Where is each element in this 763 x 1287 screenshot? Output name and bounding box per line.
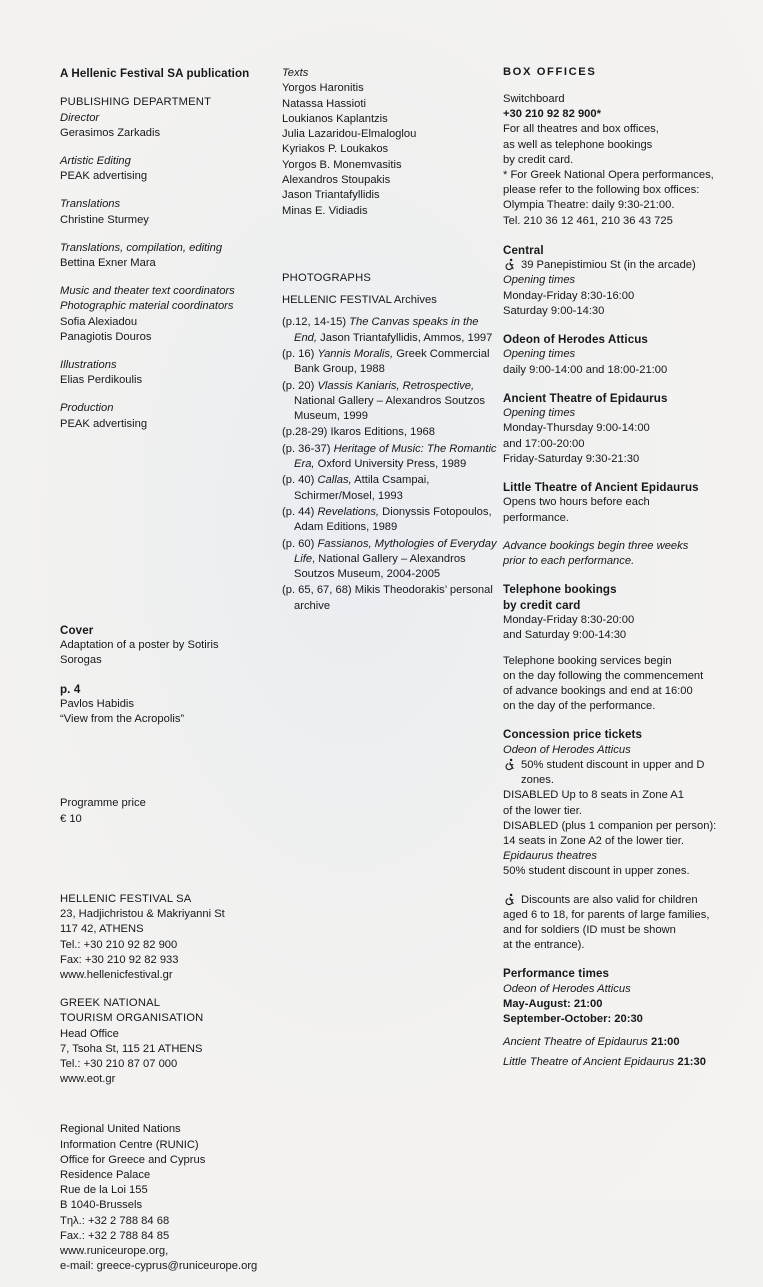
telephone-bookings-note-1: Telephone booking services begin — [503, 654, 672, 667]
box-offices-title: BOX OFFICES — [503, 66, 597, 78]
venue-epidaurus-opening-label: Opening times — [503, 407, 576, 420]
text-author: Natassa Hassioti — [282, 97, 366, 110]
photo-credit: (p. 65, 67, 68) Mikis Theodorakis’ personal archive — [282, 584, 493, 612]
performance-times-block — [503, 966, 718, 1069]
children-discount-line-4: at the entrance). — [503, 939, 585, 952]
director-name: Gerasimos Zarkadis — [60, 126, 161, 139]
venue-epidaurus-hours-2: and 17:00-20:00 — [503, 437, 585, 450]
runic-fax: Fax.: +32 2 788 84 85 — [60, 1229, 170, 1242]
venue-herodes-opening-label: Opening times — [503, 348, 576, 361]
texts-heading: Texts — [282, 67, 309, 79]
advance-bookings-note — [503, 539, 718, 569]
text-author: Alexandros Stoupakis — [282, 173, 391, 186]
production-name: PEAK advertising — [60, 417, 148, 430]
venue-herodes-hours: daily 9:00-14:00 and 18:00-21:00 — [503, 363, 668, 376]
telephone-bookings-heading-1: Telephone bookings — [503, 583, 617, 597]
coordinator-name-1: Sofia Alexiadou — [60, 315, 138, 328]
switchboard-note-1: For all theatres and box offices, — [503, 123, 659, 136]
venue-central-name: Central — [503, 243, 544, 257]
opera-note-2: please refer to the following box offices: — [503, 184, 700, 197]
venue-central-address: 39 Panepistimiou St (in the arcade) — [521, 259, 696, 272]
children-discount-block — [503, 893, 718, 954]
photographic-coordinators-role: Photographic material coordinators — [60, 300, 234, 313]
runic-line-6: B 1040-Brussels — [60, 1199, 143, 1212]
runic-line-3: Office for Greece and Cyprus — [60, 1153, 206, 1166]
venue-central — [503, 243, 718, 319]
wheelchair-icon — [503, 893, 516, 906]
artistic-editing-role: Artistic Editing — [60, 155, 131, 168]
venue-epidaurus-name: Ancient Theatre of Epidaurus — [503, 391, 668, 405]
translations-compilation-block — [60, 241, 260, 271]
venue-central-hours-2: Saturday 9:00-14:30 — [503, 304, 605, 317]
performance-venue-herodes: Odeon of Herodes Atticus — [503, 982, 631, 995]
venue-central-hours-1: Monday-Friday 8:30-16:00 — [503, 289, 635, 302]
opera-note-3: Olympia Theatre: daily 9:30-21:00. — [503, 199, 675, 212]
performance-epidaurus-row — [503, 1035, 718, 1050]
venue-epidaurus — [503, 391, 718, 467]
telephone-bookings-note-2: on the day following the commencement — [503, 669, 704, 682]
photographs-heading: PHOTOGRAPHS — [282, 271, 372, 284]
text-author: Yorgos Haronitis — [282, 82, 364, 95]
telephone-bookings-hours-1: Monday-Friday 8:30-20:00 — [503, 614, 635, 627]
photo-credit: (p. 60) Fassianos, Mythologies of Everyday Life, National Gallery – Alexandros Soutzos Museum, 2004-2005 — [282, 537, 497, 581]
wheelchair-icon — [503, 758, 516, 771]
performance-herodes-summer: May-August: 21:00 — [503, 997, 603, 1010]
venue-little-theatre-name: Little Theatre of Ancient Epidaurus — [503, 481, 699, 495]
credits-column — [282, 66, 497, 615]
plate-artist: Pavlos Habidis — [60, 698, 134, 711]
text-author: Minas E. Vidiadis — [282, 204, 368, 217]
runic-line-4: Residence Palace — [60, 1168, 151, 1181]
company-name: HELLENIC FESTIVAL SA — [60, 892, 192, 905]
artistic-editing-block — [60, 154, 260, 184]
telephone-bookings-note-3: of advance bookings and end at 16:00 — [503, 684, 693, 697]
cover-credit: Adaptation of a poster by Sotiris Sorogas — [60, 639, 219, 667]
text-author: Yorgos B. Monemvasitis — [282, 158, 402, 171]
performance-times-heading: Performance times — [503, 967, 610, 981]
programme-price-label: Programme price — [60, 797, 146, 810]
switchboard-note-3: by credit card. — [503, 153, 574, 166]
opera-note-4: Tel. 210 36 12 461, 210 36 43 725 — [503, 214, 673, 227]
performance-little-theatre-row — [503, 1055, 718, 1070]
text-author: Kyriakos P. Loukakos — [282, 143, 389, 156]
company-address-1: 23, Hadjichristou & Makriyanni St — [60, 908, 225, 921]
translations-name: Christine Sturmey — [60, 213, 149, 226]
music-text-coordinators-role: Music and theater text coordinators — [60, 285, 235, 298]
photo-credit: (p.12, 14-15) The Canvas speaks in the End, Jason Triantafyllidis, Ammos, 1997 — [282, 316, 493, 344]
wheelchair-icon — [503, 258, 516, 271]
performance-little-theatre-time: 21:30 — [677, 1055, 706, 1068]
production-block — [60, 401, 260, 431]
concession-line-1: 50% student discount in upper and D zones. — [521, 758, 705, 787]
photo-credit: (p. 40) Callas, Attila Csampai, Schirmer/Mosel, 1993 — [282, 474, 430, 502]
runic-tel: Tηλ.: +32 2 788 84 68 — [60, 1214, 170, 1227]
text-author: Loukianos Kaplantzis — [282, 112, 388, 125]
photograph-archives: HELLENIC FESTIVAL Archives — [282, 294, 437, 307]
cover-heading: Cover — [60, 623, 94, 637]
concession-line-2: DISABLED Up to 8 seats in Zone A1 — [503, 789, 684, 802]
company-tel: Tel.: +30 210 92 82 900 — [60, 938, 178, 951]
illustrations-name: Elias Perdikoulis — [60, 374, 143, 387]
cover-block — [60, 623, 260, 669]
concession-heading: Concession price tickets — [503, 728, 642, 742]
publishing-department-block — [60, 95, 260, 141]
concession-line-4: DISABLED (plus 1 companion per person): — [503, 819, 717, 832]
children-discount-line-3: and for soldiers (ID must be shown — [503, 923, 676, 936]
venue-little-theatre-hours: Opens two hours before each performance. — [503, 496, 650, 524]
advance-bookings-line-2: prior to each performance. — [503, 555, 635, 568]
venue-herodes — [503, 332, 718, 378]
text-author: Julia Lazaridou-Elmaloglou — [282, 128, 417, 141]
plate-title: “View from the Acropolis” — [60, 713, 185, 726]
concession-line-3: of the lower tier. — [503, 804, 582, 817]
children-discount-line-2: aged 6 to 18, for parents of large families, — [503, 908, 710, 921]
venue-epidaurus-hours-1: Monday-Thursday 9:00-14:00 — [503, 422, 650, 435]
concession-venue-epidaurus: Epidaurus theatres — [503, 850, 597, 863]
runic-block — [60, 1122, 260, 1274]
concession-venue-herodes: Odeon of Herodes Atticus — [503, 743, 631, 756]
runic-email[interactable]: e-mail: greece-cyprus@runiceurope.org — [60, 1260, 258, 1273]
tourism-name-line-2: TOURISM ORGANISATION — [60, 1012, 204, 1025]
publishing-department-heading: PUBLISHING DEPARTMENT — [60, 96, 212, 109]
venue-epidaurus-hours-3: Friday-Saturday 9:30-21:30 — [503, 452, 640, 465]
publication-title: A Hellenic Festival SA publication — [60, 67, 250, 80]
photo-credit: (p.28-29) Ikaros Editions, 1968 — [282, 426, 435, 439]
children-discount-line-1: Discounts are also valid for children — [521, 893, 698, 906]
tourism-organisation-block — [60, 996, 260, 1087]
translations-role: Translations — [60, 198, 121, 211]
switchboard-label: Switchboard — [503, 93, 565, 105]
concession-epidaurus-line: 50% student discount in upper zones. — [503, 865, 690, 878]
advance-bookings-line-1: Advance bookings begin three weeks — [503, 539, 689, 552]
translations-compilation-name: Bettina Exner Mara — [60, 257, 156, 270]
venue-central-opening-label: Opening times — [503, 274, 576, 287]
photo-credit: (p. 36-37) Heritage of Music: The Romantic Era, Oxford University Press, 1989 — [282, 442, 497, 471]
performance-epidaurus-label: Ancient Theatre of Epidaurus — [503, 1036, 652, 1049]
company-block — [60, 892, 260, 983]
illustrations-block — [60, 358, 260, 388]
opera-note-1: * For Greek National Opera performances, — [503, 169, 714, 182]
venue-herodes-name: Odeon of Herodes Atticus — [503, 333, 648, 347]
performance-epidaurus-time: 21:00 — [651, 1036, 680, 1049]
programme-price-block — [60, 796, 260, 826]
photo-credit: (p. 16) Yannis Moralis, Greek Commercial Bank Group, 1988 — [282, 347, 490, 376]
tourism-address: 7, Tsoha St, 115 21 ATHENS — [60, 1042, 203, 1055]
telephone-bookings-heading-2: by credit card — [503, 598, 581, 612]
tourism-head-office: Head Office — [60, 1027, 119, 1040]
children-discount-row — [503, 893, 718, 908]
company-address-2: 117 42, ATHENS — [60, 923, 144, 936]
venue-central-address-row — [503, 258, 718, 273]
production-role: Production — [60, 402, 114, 415]
switchboard-note-2: as well as telephone bookings — [503, 138, 653, 151]
telephone-bookings-block — [503, 582, 718, 714]
director-role: Director — [60, 111, 100, 124]
performance-little-theatre-label: Little Theatre of Ancient Epidaurus — [503, 1055, 678, 1068]
runic-website[interactable]: www.runiceurope.org, — [60, 1244, 169, 1257]
artistic-editing-name: PEAK advertising — [60, 170, 148, 183]
venue-little-theatre — [503, 480, 718, 526]
concession-discount-row — [503, 758, 718, 788]
concession-block — [503, 727, 718, 879]
switchboard-phone: +30 210 92 82 900* — [503, 108, 601, 121]
photo-credit: (p. 44) Revelations, Dionyssis Fotopoulos, Adam Editions, 1989 — [282, 505, 492, 534]
translations-block — [60, 197, 260, 227]
runic-line-1: Regional United Nations — [60, 1123, 181, 1136]
runic-line-5: Rue de la Loi 155 — [60, 1184, 148, 1197]
telephone-bookings-hours-2: and Saturday 9:00-14:30 — [503, 629, 627, 642]
coordinators-block — [60, 284, 260, 345]
text-author: Jason Triantafyllidis — [282, 189, 380, 202]
translations-compilation-role: Translations, compilation, editing — [60, 241, 223, 254]
company-website[interactable]: www.hellenicfestival.gr — [60, 968, 173, 981]
concession-line-5: 14 seats in Zone A2 of the lower tier. — [503, 834, 684, 847]
publishing-column — [60, 66, 260, 1287]
tourism-name-line-1: GREEK NATIONAL — [60, 997, 161, 1010]
performance-herodes-autumn: September-October: 20:30 — [503, 1013, 643, 1026]
plate-heading: p. 4 — [60, 682, 81, 696]
tourism-tel: Tel.: +30 210 87 07 000 — [60, 1057, 178, 1070]
plate-block — [60, 682, 260, 728]
illustrations-role: Illustrations — [60, 359, 117, 372]
runic-line-2: Information Centre (RUNIC) — [60, 1138, 199, 1151]
coordinator-name-2: Panagiotis Douros — [60, 330, 152, 343]
telephone-bookings-note-4: on the day of the performance. — [503, 700, 656, 713]
photo-credit: (p. 20) Vlassis Kaniaris, Retrospective, National Gallery – Alexandros Soutzos Museum, 1999 — [282, 379, 485, 423]
programme-price-value: € 10 — [60, 812, 82, 825]
tourism-website[interactable]: www.eot.gr — [60, 1073, 116, 1086]
box-offices-column — [503, 66, 718, 1083]
company-fax: Fax: +30 210 92 82 933 — [60, 953, 179, 966]
